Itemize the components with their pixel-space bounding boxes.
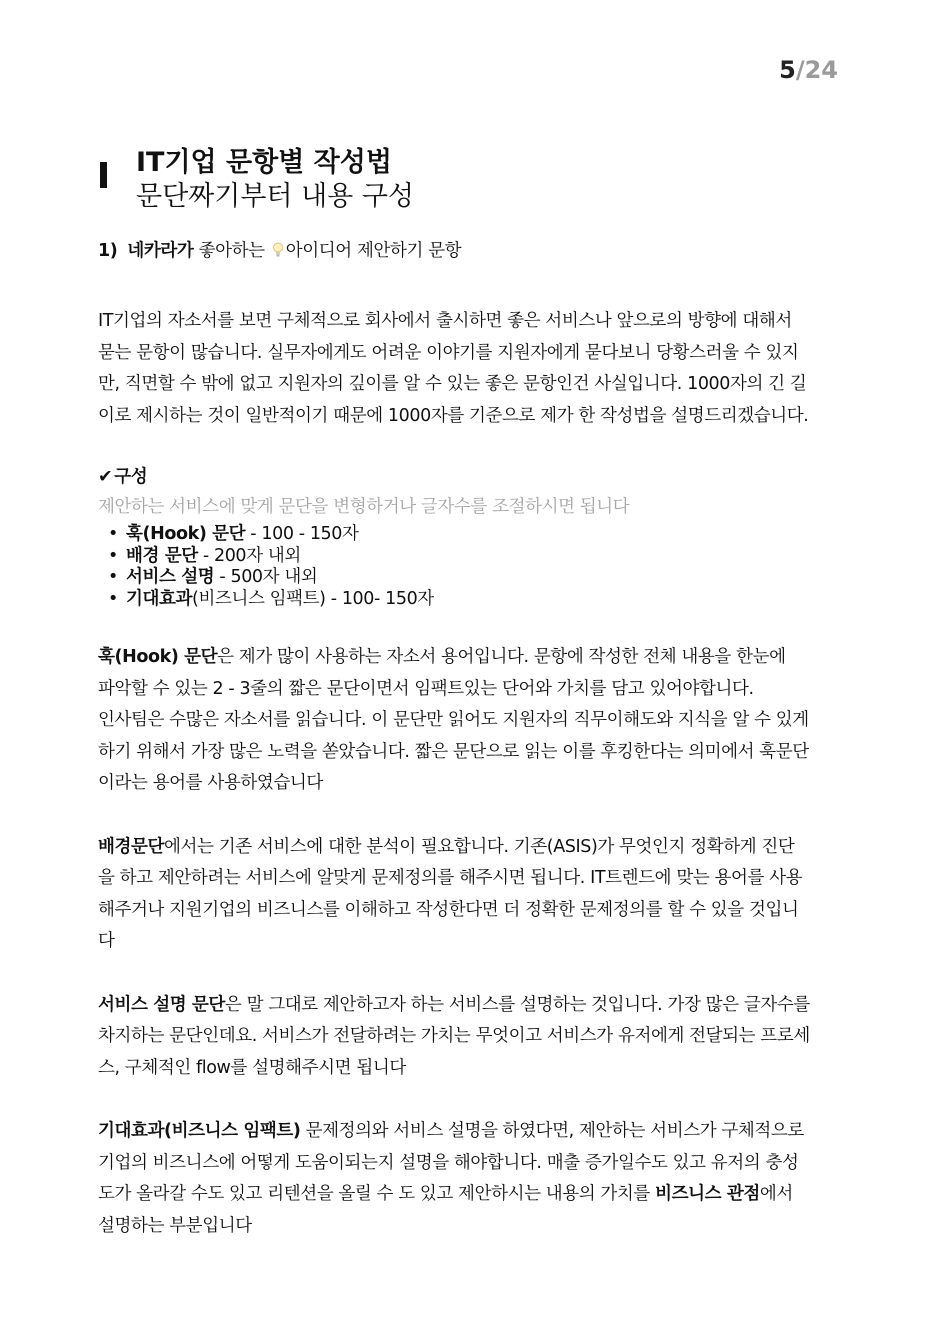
background-term: 배경문단 — [98, 836, 165, 857]
service-term: 서비스 설명 문단 — [98, 994, 225, 1015]
structure-note: 제안하는 서비스에 맞게 문단을 변형하거나 글자수를 조절하시면 됩니다 — [98, 497, 630, 517]
list-item-text: - 200자 내외 — [197, 545, 301, 566]
paragraph-line: 차지하는 문단인데요. 서비스가 전달하려는 가치는 무엇이고 서비스가 유저에게 전달되는 프로세 — [98, 1026, 810, 1046]
effect-paragraph — [98, 1116, 840, 1242]
paragraph-line: 이라는 용어를 사용하였습니다 — [98, 773, 323, 793]
page-number — [779, 56, 838, 84]
list-item-text: - 100 - 150자 — [245, 524, 359, 544]
paragraph-text: 에서는 기존 서비스에 대한 분석이 필요합니다. 기존(ASIS)가 무엇인지 정확하게 진단 — [164, 836, 795, 857]
lightbulb-icon — [272, 242, 284, 258]
paragraph-line: 해주거나 지원기업의 비즈니스를 이해하고 작성한다면 더 정확한 문제정의를 할 수 있을 것입니 — [98, 899, 799, 920]
hook-paragraph — [98, 642, 840, 800]
structure-heading — [98, 462, 840, 492]
page-total: 24 — [804, 56, 838, 84]
paragraph-text: 도가 올라갈 수도 있고 리텐션을 올릴 수 도 있고 제안하시는 내용의 가치를 — [98, 1184, 656, 1204]
paragraph-line: 파악할 수 있는 2 - 3줄의 짧은 문단이면서 임팩트있는 단어와 가치를 담고 있어야합니다. — [98, 678, 754, 699]
title-bar-decoration — [100, 162, 107, 188]
service-paragraph — [98, 990, 840, 1085]
question-number: 1) — [98, 241, 118, 261]
paragraph-text: 은 제가 많이 사용하는 자소서 용어입니다. 문항에 작성한 전체 내용을 한눈에 — [217, 647, 786, 667]
structure-list — [98, 524, 840, 610]
intro-line: 이로 제시하는 것이 일반적이기 때문에 1000자를 기준으로 제가 한 작성법을 설명드리겠습니다. — [98, 405, 809, 426]
intro-line: 묻는 문항이 많습니다. 실무자에게도 어려운 이야기를 지원자에게 묻다보니 당황스러울 수 있지 — [98, 342, 799, 363]
paragraph-text: 문제정의와 서비스 설명을 하였다면, 제안하는 서비스가 구체적으로 — [300, 1121, 804, 1141]
list-item — [98, 524, 840, 546]
effect-emphasis: 비즈니스 관점 — [655, 1184, 760, 1204]
paragraph-line — [98, 832, 840, 864]
paragraph-line — [98, 1179, 840, 1211]
paragraph-line: 설명하는 부분입니다 — [98, 1215, 252, 1236]
list-item — [98, 546, 840, 568]
paragraph-line: 다 — [98, 931, 115, 951]
list-item-text: - 500자 내외 — [214, 567, 318, 587]
hook-term: 훅(Hook) 문단 — [98, 647, 218, 667]
list-item — [98, 589, 840, 611]
structure-section — [98, 462, 840, 610]
title-main: IT기업 문항별 작성법 — [136, 147, 392, 178]
background-paragraph — [98, 832, 840, 958]
effect-term: 기대효과(비즈니스 임팩트) — [98, 1121, 301, 1141]
question-heading — [98, 238, 840, 264]
paragraph-line: 기업의 비즈니스에 어떻게 도움이되는지 설명을 해야합니다. 매출 증가일수도 있고 유저의 충성 — [98, 1152, 799, 1173]
paragraph-line — [98, 1116, 840, 1148]
question-text-after: 아이디어 제안하기 문항 — [285, 241, 462, 261]
intro-line: IT기업의 자소서를 보면 구체적으로 회사에서 출시하면 좋은 서비스나 앞으로의 방향에 대해서 — [98, 311, 792, 331]
paragraph-line: 하기 위해서 가장 많은 노력을 쏟았습니다. 짧은 문단으로 읽는 이를 후킹한다는 의미에서 훅문단 — [98, 741, 809, 762]
question-company: 네카라가 — [127, 241, 194, 261]
content-body — [98, 238, 840, 1242]
question-text-before: 좋아하는 — [193, 241, 270, 261]
list-item-bold: 기대효과 — [126, 588, 193, 609]
check-icon: ✔ — [98, 467, 113, 487]
list-item-bold: 배경 문단 — [126, 545, 198, 566]
intro-paragraph — [98, 306, 840, 432]
list-item — [98, 567, 840, 589]
paragraph-text: 은 말 그대로 제안하고자 하는 서비스를 설명하는 것입니다. 가장 많은 글자수를 — [224, 994, 810, 1015]
page-current: 5 — [779, 56, 796, 84]
page-separator: / — [795, 56, 805, 84]
structure-heading-text: 구성 — [114, 467, 148, 487]
intro-line: 만, 직면할 수 밖에 없고 지원자의 깊이를 알 수 있는 좋은 문항인건 사실입니다. 1000자의 긴 길 — [98, 374, 807, 394]
paragraph-line: 스, 구체적인 flow를 설명해주시면 됩니다 — [98, 1057, 406, 1078]
list-item-bold: 훅(Hook) 문단 — [126, 524, 246, 544]
paragraph-line: 을 하고 제안하려는 서비스에 알맞게 문제정의를 해주시면 됩니다. IT트렌드에 맞는 용어를 사용 — [98, 868, 803, 888]
paragraph-text: 에서 — [759, 1184, 793, 1204]
paragraph-line — [98, 990, 840, 1022]
title-sub: 문단짜기부터 내용 구성 — [136, 181, 414, 212]
list-item-bold: 서비스 설명 — [126, 567, 215, 587]
paragraph-line: 인사팀은 수많은 자소서를 읽습니다. 이 문단만 읽어도 지원자의 직무이해도와 지식을 알 수 있게 — [98, 710, 809, 730]
list-item-text: (비즈니스 임팩트) - 100- 150자 — [192, 588, 434, 609]
paragraph-line — [98, 642, 840, 674]
